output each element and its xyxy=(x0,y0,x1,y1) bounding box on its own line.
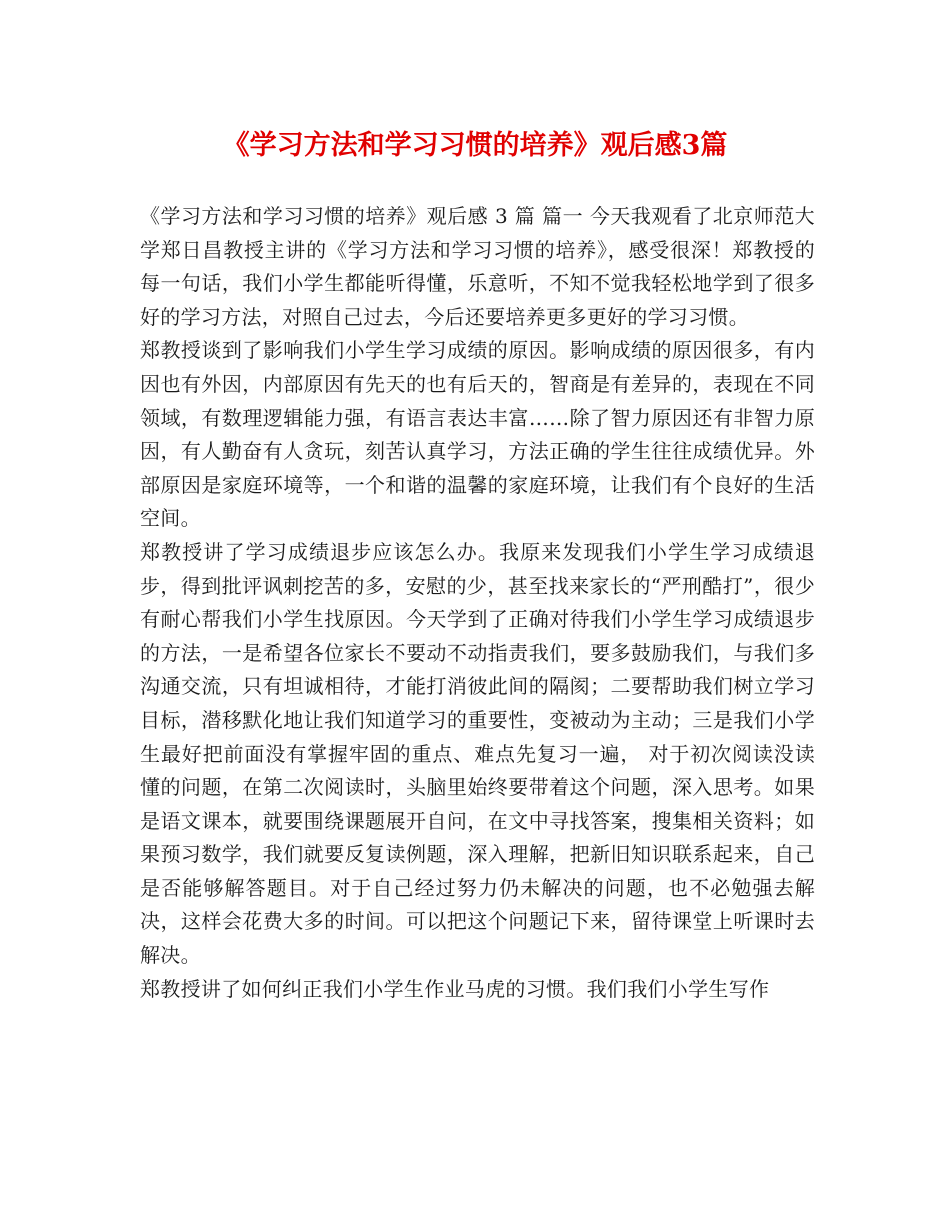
paragraph: 《学习方法和学习习惯的培养》观后感 3 篇 篇一 今天我观看了北京师范大学郑日昌教授主讲的《学习方法和学习习惯的培养》，感受很深！郑教授的每一句话，我们小学生都能听得懂，乐意听，不知不觉我轻松地学到了很多好的学习方法，对照自己过去，今后还要培养更多更好的学习习惯。 xyxy=(140,204,815,329)
document-title: 《学习方法和学习习惯的培养》观后感3篇 xyxy=(222,130,728,161)
document-body xyxy=(140,200,815,1006)
paragraph: 郑教授讲了如何纠正我们小学生作业马虎的习惯。我们我们小学生写作 xyxy=(140,976,770,1001)
paragraph: 郑教授讲了学习成绩退步应该怎么办。我原来发现我们小学生学习成绩退步，得到批评讽刺挖苦的多，安慰的少，甚至找来家长的“严刑酷打”，很少有耐心帮我们小学生找原因。今天学到了正确对待我们小学生学习成绩退步的方法，一是希望各位家长不要动不动指责我们，要多鼓励我们，与我们多沟通交流，只有坦诚相待，才能打消彼此间的隔阂；二要帮助我们树立学习目标，潜移默化地让我们知道学习的重要性，变被动为主动；三是我们小学生最好把前面没有掌握牢固的重点、难点先复习一遍， 对于初次阅读没读懂的问题，在第二次阅读时，头脑里始终要带着这个问题，深入思考。如果是语文课本，就要围绕课题展开自问，在文中寻找答案，搜集相关资料；如果预习数学，我们就要反复读例题，深入理解，把新旧知识联系起来，自己是否能够解答题目。对于自己经过努力仍未解决的问题，也不必勉强去解决，这样会花费大多的时间。可以把这个问题记下来，留待课堂上听课时去解决。 xyxy=(140,539,815,968)
paragraph: 郑教授谈到了影响我们小学生学习成绩的原因。影响成绩的原因很多，有内因也有外因，内部原因有先天的也有后天的，智商是有差异的，表现在不同领域，有数理逻辑能力强，有语言表达丰富……除了智力原因还有非智力原因，有人勤奋有人贪玩，刻苦认真学习，方法正确的学生往往成绩优异。外部原因是家庭环境等，一个和谐的温馨的家庭环境，让我们有个良好的生活空间。 xyxy=(140,338,815,531)
